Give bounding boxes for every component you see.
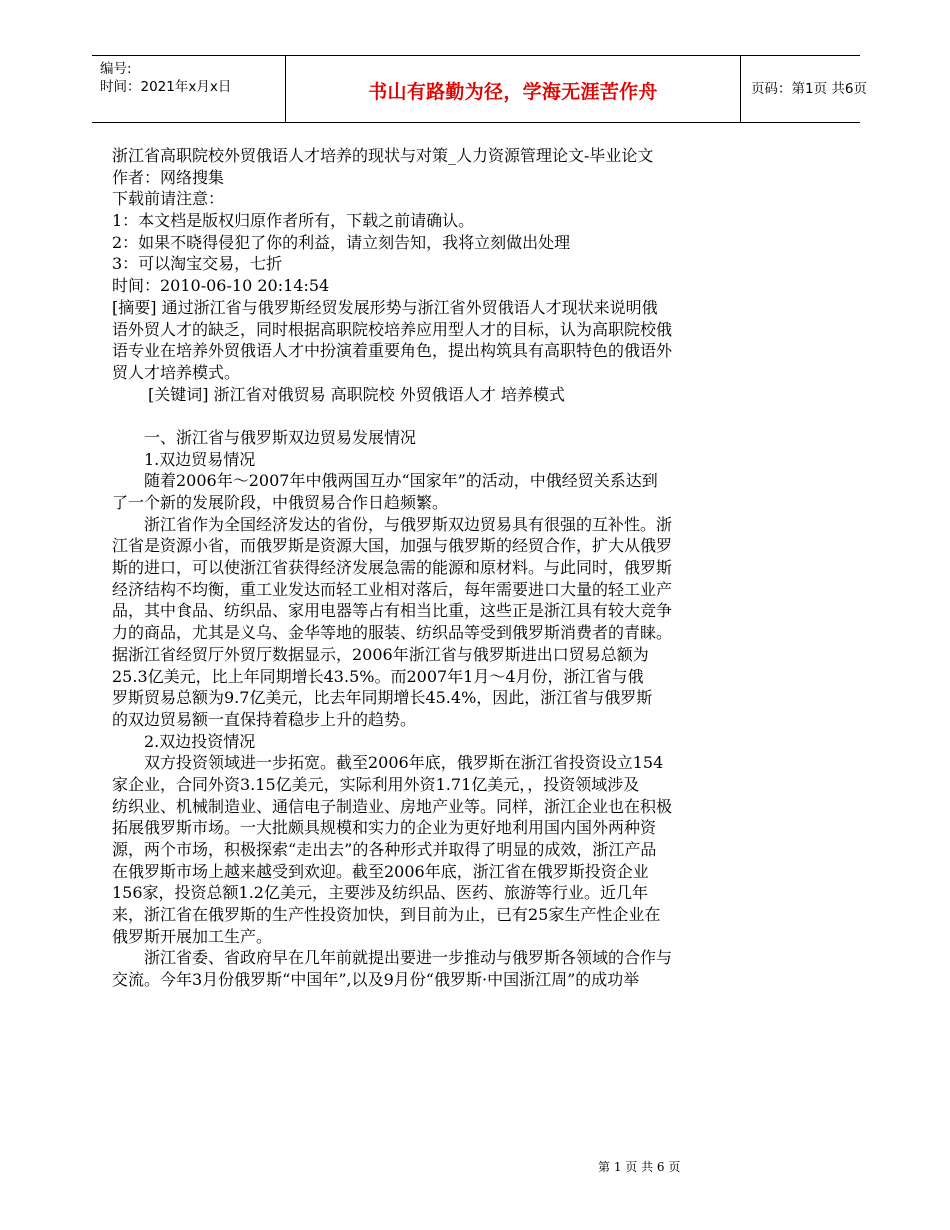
paragraph-line: 斯的进口，可以使浙江省获得经济发展急需的能源和原材料。与此同时，俄罗斯 [112,558,673,578]
abstract-line: [摘要] 通过浙江省与俄罗斯经贸发展形势与浙江省外贸俄语人才现状来说明俄 [112,297,658,317]
header-motto-cell [285,56,741,122]
paragraph-line: 俄罗斯开展加工生产。 [112,926,273,946]
motto-text: 书山有路勤为径，学海无涯苦作舟 [368,81,658,103]
paragraph-line: 交流。今年3月份俄罗斯“中国年”,以及9月份“俄罗斯·中国浙江周”的成功举 [112,970,640,990]
paragraph-line: 力的商品，尤其是义乌、金华等地的服装、纺织品等受到俄罗斯消费者的青睐。 [112,623,673,643]
paragraph-line: 罗斯贸易总额为9.7亿美元，比去年同期增长45.4%，因此，浙江省与俄罗斯 [112,688,653,708]
abstract-block [112,297,772,384]
notice-item-3: 3：可以淘宝交易，七折 [112,254,283,274]
paragraph [112,752,772,947]
header-table [92,55,867,123]
section-heading: 一、浙江省与俄罗斯双边贸易发展情况 [144,427,417,447]
paragraph-line: 家企业，合同外资3.15亿美元，实际利用外资1.71亿美元，，投资领域涉及 [112,774,640,794]
notice-heading: 下载前请注意： [112,189,225,209]
paragraph-line: 随着2006年～2007年中俄两国互办“国家年”的活动，中俄经贸关系达到 [144,471,658,491]
paragraph-line: 品，其中食品、纺织品、家用电器等占有相当比重，这些正是浙江具有较大竞争 [112,601,673,621]
timestamp-line: 时间：2010-06-10 20:14:54 [112,276,330,296]
document-title: 浙江省高职院校外贸俄语人才培养的现状与对策_人力资源管理论文-毕业论文 [112,146,654,165]
paragraph-line: 源，两个市场，积极探索“走出去”的各种形式并取得了明显的成效，浙江产品 [112,840,657,859]
paragraph-line: 来，浙江省在俄罗斯的生产性投资加快，到目前为止，已有25家生产性企业在 [112,905,661,925]
paragraph-line: 156家，投资总额1.2亿美元，主要涉及纺织品、医药、旅游等行业。近几年 [112,883,648,903]
abstract-line: 贸人才培养模式。 [112,362,241,382]
paragraph-line: 经济结构不均衡，重工业发达而轻工业相对落后，每年需要进口大量的轻工业产 [112,579,673,599]
notice-item-2: 2：如果不晓得侵犯了你的利益，请立刻告知，我将立刻做出处理 [112,232,571,252]
paragraph-line: 江省是资源小省，而俄罗斯是资源大国，加强与俄罗斯的经贸合作，扩大从俄罗 [112,536,673,556]
blank-line [112,405,772,427]
author-line: 作者：网络搜集 [112,167,225,187]
keywords-line: [关键词] 浙江省对俄贸易 高职院校 外贸俄语人才 培养模式 [148,384,565,404]
page-footer: 第 1 页 共 6 页 [598,1160,681,1174]
header-page-cell [741,56,867,122]
paragraph-line: 浙江省作为全国经济发达的省份，与俄罗斯双边贸易具有很强的互补性。浙 [144,514,673,534]
paragraph-line: 在俄罗斯市场上越来越受到欢迎。截至2006年底，浙江省在俄罗斯投资企业 [112,861,649,881]
paragraph [112,947,772,990]
document-body [112,145,772,991]
abstract-line: 语外贸人才的缺乏，同时根据高职院校培养应用型人才的目标，认为高职院校俄 [112,319,673,339]
paragraph-line: 25.3亿美元，比上年同期增长43.5%。而2007年1月～4月份，浙江省与俄 [112,666,644,686]
paragraph-line: 拓展俄罗斯市场。一大批颇具规模和实力的企业为更好地利用国内国外两种资 [112,818,657,838]
paragraph-line: 据浙江省经贸厅外贸厅数据显示，2006年浙江省与俄罗斯进出口贸易总额为 [112,644,649,664]
paragraph-line: 双方投资领域进一步拓宽。截至2006年底，俄罗斯在浙江省投资设立154 [144,753,664,773]
subsection-heading: 2.双边投资情况 [144,731,256,751]
notice-item-1: 1：本文档是版权归原作者所有，下载之前请确认。 [112,211,475,231]
paragraph-line: 的双边贸易额一直保持着稳步上升的趋势。 [112,709,417,729]
time-label: 时间：2021年x月x日 [100,79,232,95]
abstract-line: 语专业在培养外贸俄语人才中扮演着重要角色，提出构筑具有高职特色的俄语外 [112,341,673,361]
paragraph-line: 浙江省委、省政府早在几年前就提出要进一步推动与俄罗斯各领域的合作与 [144,948,673,968]
paragraph [112,470,772,513]
paragraph [112,514,772,731]
header-meta-cell [92,56,285,122]
subsection-heading: 1.双边贸易情况 [144,449,256,469]
paragraph-line: 纺织业、机械制造业、通信电子制造业、房地产业等。同样，浙江企业也在积极 [112,796,673,816]
paragraph-line: 了一个新的发展阶段，中俄贸易合作日趋频繁。 [112,493,449,512]
code-label: 编号: [100,61,132,77]
page-label: 页码：第1页 共6页 [751,81,867,97]
